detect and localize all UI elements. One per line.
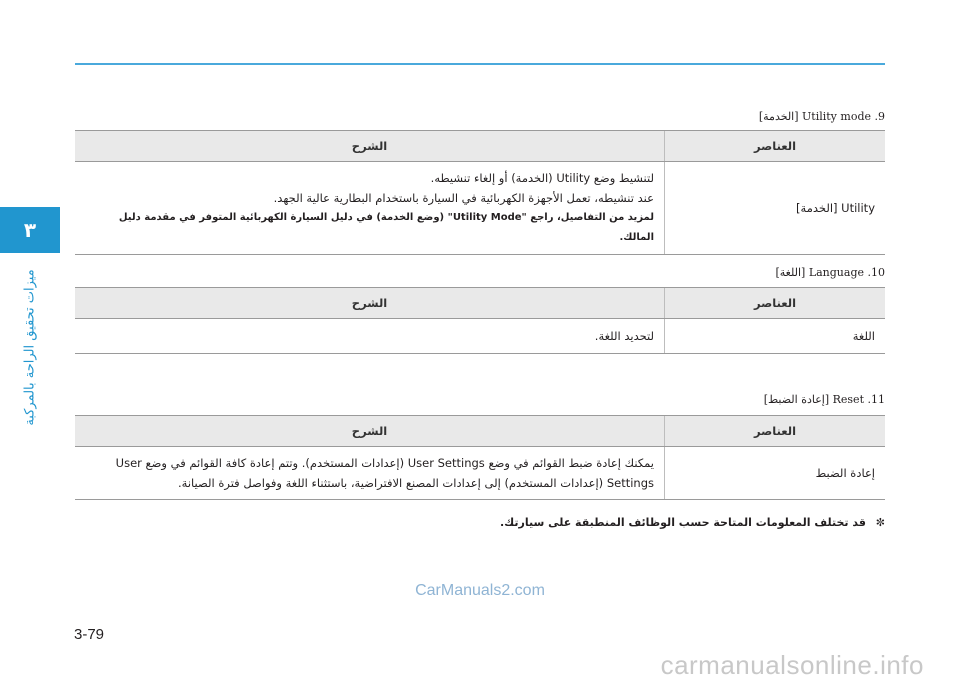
watermark: CarManuals2.com — [415, 582, 545, 599]
section-title-language: 10. Language [اللغة] — [775, 266, 885, 279]
note — [500, 516, 885, 529]
table-row — [75, 162, 885, 255]
table-header-row — [75, 288, 885, 319]
description-line: لتنشيط وضع Utility (الخدمة) أو إلغاء تنشيطه. — [430, 171, 654, 185]
header-description: الشرح — [75, 288, 665, 319]
table-language — [75, 287, 885, 354]
header-description: الشرح — [75, 416, 665, 447]
top-rule — [75, 63, 885, 65]
chapter-title: ميزات تحقيق الراحة بالمركبة — [22, 268, 38, 426]
description-line: لتحديد اللغة. — [594, 329, 654, 343]
description-line: يمكنك إعادة ضبط القوائم في وضع User Settings (إعدادات المستخدم). وتتم إعادة كافة القوائم في وضع User — [115, 456, 654, 470]
item-cell: Utility [الخدمة] — [665, 162, 886, 255]
header-item: العناصر — [665, 416, 886, 447]
header-item: العناصر — [665, 288, 886, 319]
table-row — [75, 447, 885, 500]
footer-watermark: carmanualsonline.info — [660, 650, 924, 680]
chapter-tab — [0, 207, 60, 253]
table-utility — [75, 130, 885, 255]
description-line: Settings (إعدادات المستخدم) إلى إعدادات المصنع الافتراضية، باستثناء اللغة وفواصل فترة الصيانة. — [178, 476, 654, 490]
section-title-reset: 11. Reset [إعادة الضبط] — [763, 393, 885, 406]
asterisk-icon: ✼ — [875, 516, 885, 529]
header-description: الشرح — [75, 131, 665, 162]
chapter-number: ٣ — [23, 218, 37, 242]
description-line: عند تنشيطه، تعمل الأجهزة الكهربائية في السيارة باستخدام البطارية عالية الجهد. — [273, 191, 654, 205]
description-cell — [75, 319, 665, 354]
description-line: لمزيد من التفاصيل، راجع "Utility Mode" (وضع الخدمة) في دليل السيارة الكهربائية المتوفر في مقدمة دليل المالك. — [118, 212, 654, 243]
page-number: 3-79 — [74, 626, 105, 643]
item-cell: إعادة الضبط — [665, 447, 886, 500]
table-header-row — [75, 416, 885, 447]
table-reset — [75, 415, 885, 500]
header-item: العناصر — [665, 131, 886, 162]
table-row — [75, 319, 885, 354]
description-cell — [75, 162, 665, 255]
chapter-title-vertical — [18, 262, 42, 432]
item-cell: اللغة — [665, 319, 886, 354]
section-title-utility: 9. Utility mode [الخدمة] — [758, 110, 885, 123]
note-text: قد تختلف المعلومات المتاحة حسب الوظائف المنطبقة على سيارتك. — [499, 516, 866, 529]
description-cell — [75, 447, 665, 500]
table-header-row — [75, 131, 885, 162]
